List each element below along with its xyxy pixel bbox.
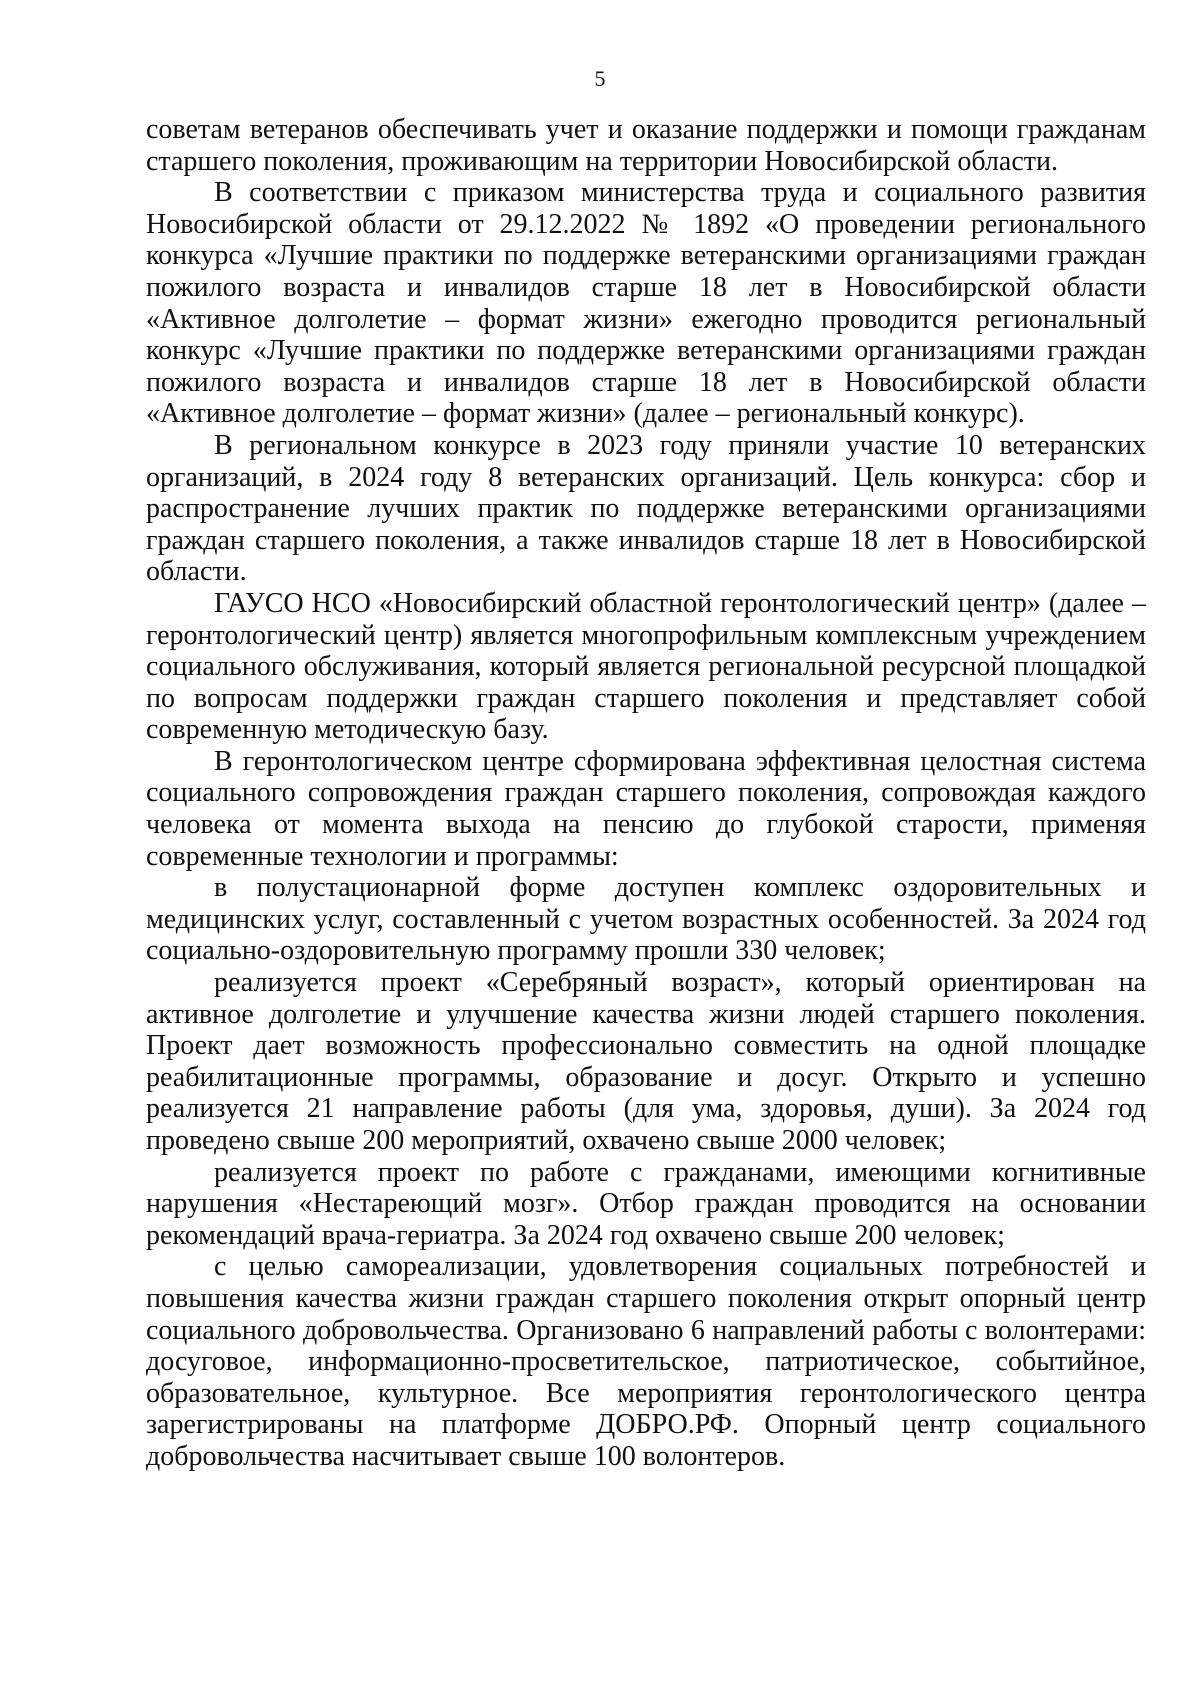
paragraph-regional-contest: В соответствии с приказом министерства труда и социального развития Новосибирской области от 29.12.2022 № 1892 «О проведении регионального конкурса «Лучшие практики по поддержке ветеранскими организациями граждан пожилого возраста и инвалидов старше 18 лет в Новосибирской области «Активное долголетие – формат жизни» ежегодно проводится региональный конкурс «Лучшие практики по поддержке ветеранскими организациями граждан пожилого возраста и инвалидов старше 18 лет в Новосибирской области «Активное долголетие – формат жизни» (далее – региональный конкурс). — [146, 177, 1146, 430]
paragraph-support-system: В геронтологическом центре сформирована эффективная целостная система социального сопровождения граждан старшего поколения, сопровождая каждого человека от момента выхода на пенсию до глубокой старости, применяя современные технологии и программы: — [146, 745, 1146, 872]
page-number: 5 — [594, 66, 606, 91]
paragraph-ageless-brain: реализуется проект по работе с гражданами, имеющими когнитивные нарушения «Нестареющий мозг». Отбор граждан проводится на основании рекомендаций врача-гериатра. За 2024 год охвачено свыше 200 человек; — [146, 1156, 1146, 1251]
paragraph-semi-stationary: в полустационарной форме доступен комплекс оздоровительных и медицинских услуг, составленный с учетом возрастных особенностей. За 2024 год социально-оздоровительную программу прошли 330 человек; — [146, 872, 1146, 967]
paragraph-gerontology-center: ГАУСО НСО «Новосибирский областной геронтологический центр» (далее – геронтологический центр) является многопрофильным комплексным учреждением социального обслуживания, который является региональной ресурсной площадкой по вопросам поддержки граждан старшего поколения и представляет собой современную методическую базу. — [146, 587, 1146, 746]
paragraph-volunteering: с целью самореализации, удовлетворения социальных потребностей и повышения качества жизни граждан старшего поколения открыт опорный центр социального добровольчества. Организовано 6 направлений работы с волонтерами: досуговое, информационно-просветительское, патриотическое, событийное, образовательное, культурное. Все мероприятия геронтологического центра зарегистрированы на платформе ДОБРО.РФ. Опорный центр социального добровольчества насчитывает свыше 100 волонтеров. — [146, 1251, 1146, 1472]
paragraph-continuation: советам ветеранов обеспечивать учет и оказание поддержки и помощи гражданам старшего поколения, проживающим на территории Новосибирской области. — [146, 114, 1146, 177]
paragraph-silver-age: реализуется проект «Серебряный возраст», который ориентирован на активное долголетие и улучшение качества жизни людей старшего поколения. Проект дает возможность профессионально совместить на одной площадке реабилитационные программы, образование и досуг. Открыто и успешно реализуется 21 направление работы (для ума, здоровья, души). За 2024 год проведено свыше 200 мероприятий, охвачено свыше 2000 человек; — [146, 967, 1146, 1156]
document-body — [146, 114, 1146, 1473]
paragraph-contest-participants: В региональном конкурсе в 2023 году приняли участие 10 ветеранских организаций, в 2024 году 8 ветеранских организаций. Цель конкурса: сбор и распространение лучших практик по поддержке ветеранскими организациями граждан старшего поколения, а также инвалидов старше 18 лет в Новосибирской области. — [146, 429, 1146, 588]
